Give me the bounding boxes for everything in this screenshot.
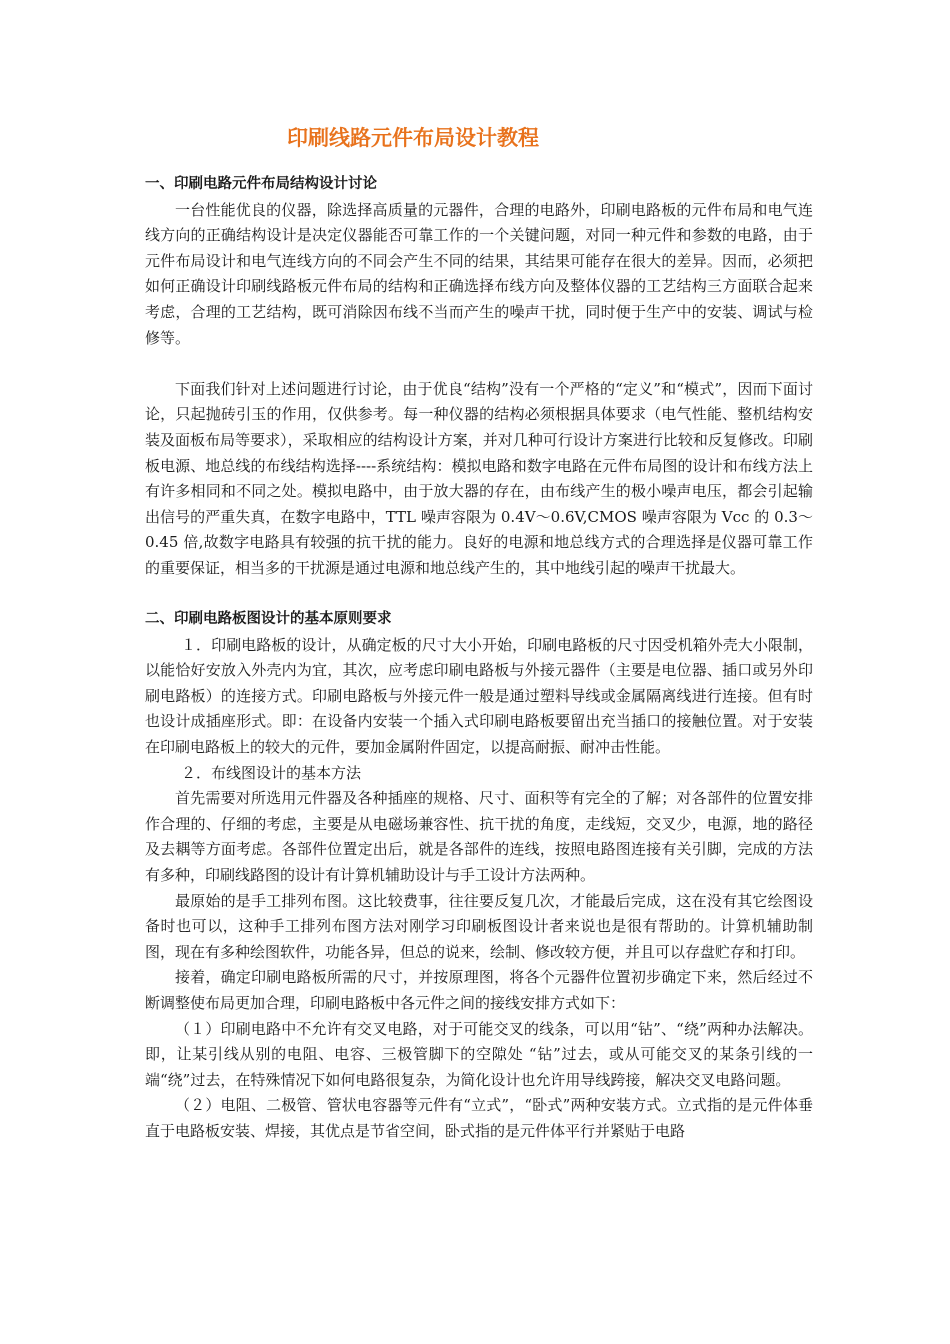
paragraph: 接着，确定印刷电路板所需的尺寸，并按原理图，将各个元器件位置初步确定下来，然后经过不断调整使布局更加合理，印刷电路板中各元件之间的接线安排方式如下：: [145, 968, 813, 1012]
paragraph: （１）印刷电路中不允许有交叉电路，对于可能交叉的线条，可以用“钻”、“绕”两种办法解决。即，让某引线从别的电阻、电容、三极管脚下的空隙处 “钻”过去，或从可能交叉的某条引线的一端“绕”过去，在特殊情况下如何电路很复杂，为简化设计也允许用导线跨接，解决交叉电路问题。: [145, 1019, 813, 1089]
paragraph: 最原始的是手工排列布图。这比较费事，往往要反复几次，才能最后完成，这在没有其它绘图设备时也可以，这种手工排列布图方法对刚学习印刷板图设计者来说也是很有帮助的。计算机辅助制图，现在有多种绘图软件，功能各异，但总的说来，绘制、修改较方便，并且可以存盘贮存和打印。: [145, 891, 813, 961]
paragraph: （２）电阻、二极管、管状电容器等元件有“立式”，“卧式”两种安装方式。立式指的是元件体垂直于电路板安装、焊接，其优点是节省空间，卧式指的是元件体平行并紧贴于电路: [145, 1096, 813, 1140]
paragraph: １．印刷电路板的设计，从确定板的尺寸大小开始，印刷电路板的尺寸因受机箱外壳大小限制，以能恰好安放入外壳内为宜，其次，应考虑印刷电路板与外接元器件（主要是电位器、插口或另外印刷电路板）的连接方式。印刷电路板与外接元件一般是通过塑料导线或金属隔离线进行连接。但有时也设计成插座形式。即：在设备内安装一个插入式印刷电路板要留出充当插口的接触位置。对于安装在印刷电路板上的较大的元件，要加金属附件固定，以提高耐振、耐冲击性能。: [145, 635, 813, 757]
paragraph: 首先需要对所选用元件器及各种插座的规格、尺寸、面积等有完全的了解；对各部件的位置安排作合理的、仔细的考虑，主要是从电磁场兼容性、抗干扰的角度，走线短，交叉少，电源，地的路径及去耦等方面考虑。各部件位置定出后，就是各部件的连线，按照电路图连接有关引脚，完成的方法有多种，印刷线路图的设计有计算机辅助设计与手工设计方法两种。: [145, 789, 813, 885]
paragraph: 一台性能优良的仪器，除选择高质量的元器件，合理的电路外，印刷电路板的元件布局和电气连线方向的正确结构设计是决定仪器能否可靠工作的一个关键问题，对同一种元件和参数的电路，由于元件布局设计和电气连线方向的不同会产生不同的结果，其结果可能存在很大的差异。因而，必须把如何正确设计印刷线路板元件布局的结构和正确选择布线方向及整体仪器的工艺结构三方面联合起来考虑，合理的工艺结构，既可消除因布线不当而产生的噪声干扰，同时便于生产中的安装、调试与检修等。: [145, 200, 813, 347]
paragraph: 下面我们针对上述问题进行讨论，由于优良“结构”没有一个严格的“定义”和“模式”，因而下面讨论，只起抛砖引玉的作用，仅供参考。每一种仪器的结构必须根据具体要求（电气性能、整机结构安装及面板布局等要求），采取相应的结构设计方案，并对几种可行设计方案进行比较和反复修改。印刷板电源、地总线的布线结构选择----系统结构：模拟电路和数字电路在元件布局图的设计和布线方法上有许多相同和不同之处。模拟电路中，由于放大器的存在，由布线产生的极小噪声电压，都会引起输出信号的严重失真，在数字电路中，TTL 噪声容限为 0.4V～0.6V,CMOS 噪声容限为 Vcc 的 0.3～0.45 倍,故数字电路具有较强的抗干扰的能力。良好的电源和地总线方式的合理选择是仪器可靠工作的重要保证，相当多的干扰源是通过电源和地总线产生的，其中地线引起的噪声干扰最大。: [145, 379, 813, 577]
document-body: [145, 172, 813, 1145]
document-title: 印刷线路元件布局设计教程: [287, 126, 539, 150]
paragraph-gap: [145, 351, 813, 377]
paragraph-gap: [145, 582, 813, 608]
section-heading-2: 二、印刷电路板图设计的基本原则要求: [145, 611, 392, 628]
section-heading-1: 一、印刷电路元件布局结构设计讨论: [145, 176, 377, 192]
subheading: ２．布线图设计的基本方法: [181, 763, 362, 782]
